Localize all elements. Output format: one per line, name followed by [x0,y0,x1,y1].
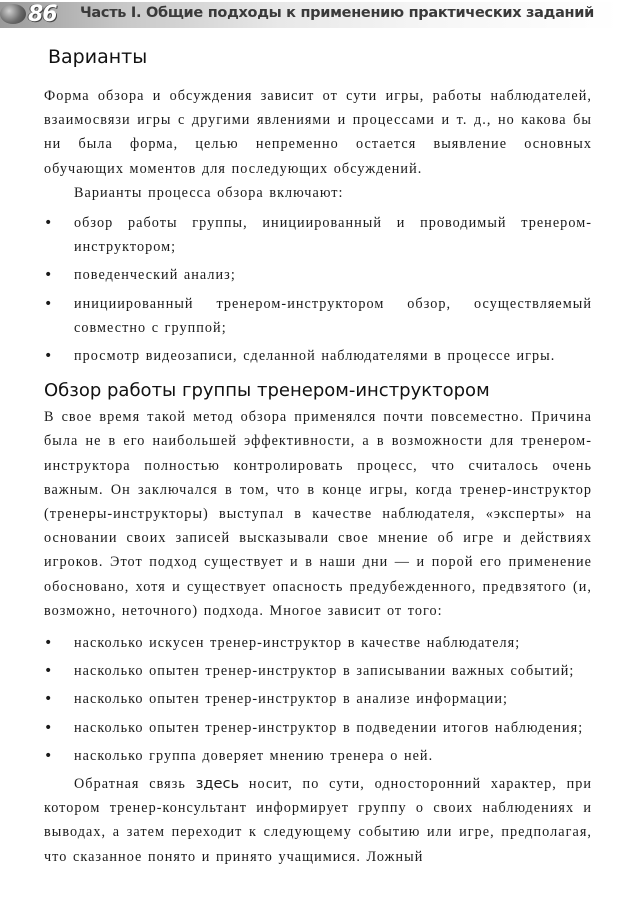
list-item-text: насколько группа доверяет мнению тренера о ней. [74,747,434,764]
list-item-text: инициированный тренером-инструктором обзор, осуществляемый совместно с группой; [74,295,592,336]
bullet-icon: • [44,267,54,284]
paragraph: Форма обзора и обсуждения зависит от сути игры, работы наблюдателей, взаимосвязи игры с другими явлениями и процессами и т. д., но какова бы ни была форма, целью непременно остается выявление основных обучающих моментов для последующих обсуждений. [44,88,592,177]
ball-icon [0,4,26,24]
page-number: 86 [28,2,57,27]
list-item [44,263,592,287]
list-item [44,211,592,259]
paragraph [44,772,592,869]
bullet-icon: • [44,691,54,708]
list-item [44,631,592,655]
paragraph-text: Обратная связь [74,776,196,793]
list-item [44,744,592,768]
list-item-text: поведенческий анализ; [74,267,236,284]
list-item [44,292,592,340]
bullet-icon: • [44,635,54,652]
bullet-list [44,211,592,368]
bullet-icon: • [44,747,54,764]
list-item-text: насколько опытен тренер-инструктор в анализе информации; [74,691,508,708]
list-item-text: обзор работы группы, инициированный и проводимый тренером-инструктором; [74,215,592,256]
paragraph: В свое время такой метод обзора применялся почти повсеместно. Причина была не в его наибольшей эффективности, а в возможности для тренером-инструктора полностью контролировать процесс, что считалось очень важным. Он заключался в том, что в конце игры, когда тренер-инструктор (тренеры-инструкторы) выступал в качестве наблюдателя, «эксперты» на основании своих записей высказывали свое мнение об игре и действиях игроков. Этот подход существует и в наши дни — и порой его применение обосновано, хотя и существует опасность предубежденного, предвзятого (и, возможно, неточного) подхода. Многое зависит от того: [44,409,592,619]
list-item-text: насколько опытен тренер-инструктор в записывании важных событий; [74,663,575,680]
bullet-icon: • [44,215,54,232]
paragraph-word-emphasis: здесь [195,775,240,793]
list-item [44,659,592,683]
bullet-list [44,631,592,768]
section-heading-variants: Варианты [48,46,148,68]
bullet-icon: • [44,295,54,312]
list-item [44,716,592,740]
list-item-text: насколько искусен тренер-инструктор в качестве наблюдателя; [74,635,521,652]
list-item [44,344,592,368]
bullet-icon: • [44,719,54,736]
paragraph: Варианты процесса обзора включают: [74,184,344,201]
bullet-icon: • [44,348,54,365]
running-head: Часть I. Общие подходы к применению практических заданий [80,5,594,21]
paragraph-text: носит, по сути, односторонний характер, при котором тренер-консультант информирует группу о своих наблюдениях и выводах, а затем переходит к следующему событию или игре, предполагая, что сказанное понято и принято учащимися. Ложный [44,776,592,865]
list-item-text: насколько опытен тренер-инструктор в подведении итогов наблюдения; [74,719,584,736]
page-header [0,0,620,30]
page-content [44,46,592,869]
list-item [44,687,592,711]
bullet-icon: • [44,663,54,680]
section-heading-trainer-review: Обзор работы группы тренером-инструктором [44,380,490,402]
list-item-text: просмотр видеозаписи, сделанной наблюдателями в процессе игры. [74,348,556,365]
